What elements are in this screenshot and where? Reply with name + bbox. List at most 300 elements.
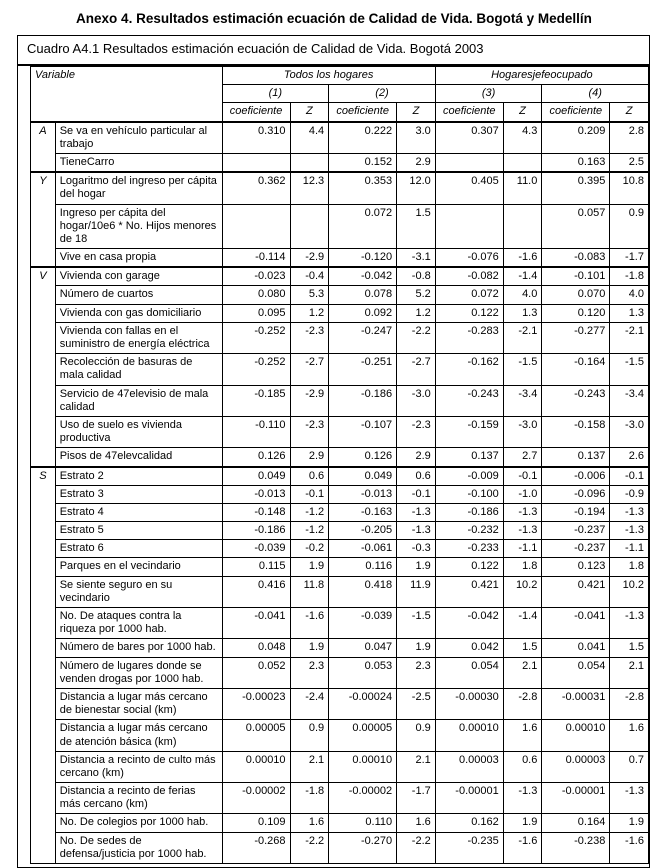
coef-cell: -0.158 (542, 416, 610, 447)
z-cell: 1.2 (290, 304, 329, 322)
table-row (31, 657, 649, 688)
coef-cell: -0.277 (542, 322, 610, 353)
coef-cell: -0.006 (542, 467, 610, 486)
z-cell: 2.1 (397, 751, 436, 782)
coef-cell: -0.041 (222, 608, 290, 639)
table-row (31, 783, 649, 814)
z-cell: -1.0 (503, 485, 542, 503)
coef-cell: -0.159 (435, 416, 503, 447)
coef-cell: 0.418 (329, 576, 397, 607)
variable-label: Estrato 5 (55, 522, 222, 540)
z-cell: -2.8 (610, 688, 649, 719)
variable-label: Se va en vehículo particular al trabajo (55, 122, 222, 154)
z-cell: 2.1 (610, 657, 649, 688)
coef-cell: 0.095 (222, 304, 290, 322)
z-cell: -0.8 (397, 267, 436, 286)
table-row (31, 322, 649, 353)
coef-cell: 0.048 (222, 639, 290, 657)
coef-cell: -0.039 (329, 608, 397, 639)
z-cell: -0.3 (397, 540, 436, 558)
coef-cell: -0.162 (435, 354, 503, 385)
z-cell: 11.8 (290, 576, 329, 607)
z-cell: 4.0 (503, 286, 542, 304)
table-row (31, 267, 649, 286)
coef-cell: 0.405 (435, 172, 503, 204)
z-cell: 10.8 (610, 172, 649, 204)
z-cell: -1.1 (503, 540, 542, 558)
coef-cell: 0.421 (542, 576, 610, 607)
variable-label: Número de lugares donde se venden drogas por 1000 hab. (55, 657, 222, 688)
z-cell: 1.6 (397, 814, 436, 832)
z-cell: -2.2 (397, 832, 436, 863)
coef-cell: -0.233 (435, 540, 503, 558)
coef-cell: -0.194 (542, 503, 610, 521)
coef-cell: -0.096 (542, 485, 610, 503)
coef-cell: 0.152 (329, 153, 397, 172)
coef-cell: -0.120 (329, 249, 397, 268)
coef-cell: 0.078 (329, 286, 397, 304)
model-header-2: (2) (329, 85, 436, 103)
coef-cell: -0.107 (329, 416, 397, 447)
z-cell: 0.6 (397, 467, 436, 486)
coef-cell: -0.00030 (435, 688, 503, 719)
variable-label: Servicio de 47elevisio de mala calidad (55, 385, 222, 416)
coef-cell: -0.252 (222, 354, 290, 385)
coef-cell: 0.137 (542, 448, 610, 467)
coef-cell: 0.054 (435, 657, 503, 688)
z-cell: -1.6 (503, 249, 542, 268)
coef-cell: 0.122 (435, 558, 503, 576)
table-row (31, 122, 649, 154)
variable-label: Vivienda con gas domiciliario (55, 304, 222, 322)
variable-label: Estrato 2 (55, 467, 222, 486)
z-cell: -1.6 (610, 832, 649, 863)
results-table (30, 66, 649, 864)
z-cell: -2.9 (290, 249, 329, 268)
table-row (31, 448, 649, 467)
z-cell (290, 204, 329, 249)
coef-cell: 0.00010 (222, 751, 290, 782)
coef-cell: -0.00001 (435, 783, 503, 814)
z-cell: -2.2 (397, 322, 436, 353)
z-cell: 1.9 (503, 814, 542, 832)
z-cell: -1.7 (397, 783, 436, 814)
group-letter: Y (31, 172, 56, 267)
z-cell: 2.5 (610, 153, 649, 172)
coef-cell: -0.061 (329, 540, 397, 558)
table-row (31, 751, 649, 782)
z-cell (503, 204, 542, 249)
z-cell: -1.2 (290, 503, 329, 521)
variable-label: Ingreso per cápita del hogar/10e6 * No. Hijos menores de 18 (55, 204, 222, 249)
z-cell: 12.0 (397, 172, 436, 204)
coef-cell: 0.137 (435, 448, 503, 467)
table-row (31, 814, 649, 832)
coef-cell: -0.110 (222, 416, 290, 447)
coef-cell: -0.00023 (222, 688, 290, 719)
coef-cell: 0.116 (329, 558, 397, 576)
coef-cell: 0.209 (542, 122, 610, 154)
z-cell: 1.3 (503, 304, 542, 322)
z-cell: 1.9 (610, 814, 649, 832)
variable-label: Distancia a recinto de culto más cercano (km) (55, 751, 222, 782)
coef-cell: 0.310 (222, 122, 290, 154)
z-cell: -1.3 (503, 783, 542, 814)
coef-cell: 0.222 (329, 122, 397, 154)
table-row (31, 385, 649, 416)
table-row (31, 467, 649, 486)
coef-cell: -0.205 (329, 522, 397, 540)
coef-cell: 0.047 (329, 639, 397, 657)
coef-cell: 0.072 (329, 204, 397, 249)
variable-label: Parques en el vecindario (55, 558, 222, 576)
z-header-2: Z (397, 103, 436, 122)
coef-cell: -0.076 (435, 249, 503, 268)
coef-cell: -0.00001 (542, 783, 610, 814)
variable-label: Pisos de 47elevcalidad (55, 448, 222, 467)
model-header-3: (3) (435, 85, 542, 103)
coef-cell: 0.00003 (435, 751, 503, 782)
z-cell: -1.1 (610, 540, 649, 558)
z-cell: -0.2 (290, 540, 329, 558)
coef-cell: 0.049 (222, 467, 290, 486)
variable-column-header: Variable (31, 67, 223, 122)
z-cell: -0.9 (610, 485, 649, 503)
coef-cell: 0.070 (542, 286, 610, 304)
variable-label: Logaritmo del ingreso per cápita del hogar (55, 172, 222, 204)
z-cell: -1.3 (397, 503, 436, 521)
coef-cell: -0.163 (329, 503, 397, 521)
z-cell: 1.6 (610, 720, 649, 751)
z-cell: 4.4 (290, 122, 329, 154)
coef-cell: 0.362 (222, 172, 290, 204)
z-cell: 0.7 (610, 751, 649, 782)
z-cell: 1.5 (503, 639, 542, 657)
coef-cell: 0.092 (329, 304, 397, 322)
table-row (31, 522, 649, 540)
z-cell: 1.8 (503, 558, 542, 576)
coef-cell: 0.053 (329, 657, 397, 688)
coef-cell: -0.252 (222, 322, 290, 353)
variable-label: Estrato 4 (55, 503, 222, 521)
z-cell: -1.3 (610, 608, 649, 639)
z-cell: 1.3 (610, 304, 649, 322)
coef-cell: -0.083 (542, 249, 610, 268)
z-cell: -3.0 (397, 385, 436, 416)
variable-label: Se siente seguro en su vecindario (55, 576, 222, 607)
z-cell: 4.0 (610, 286, 649, 304)
table-caption: Cuadro A4.1 Resultados estimación ecuación de Calidad de Vida. Bogotá 2003 (18, 36, 649, 66)
coef-cell: -0.00024 (329, 688, 397, 719)
coef-cell: -0.235 (435, 832, 503, 863)
coef-cell: 0.110 (329, 814, 397, 832)
variable-group-A (31, 122, 649, 173)
variable-group-S (31, 467, 649, 864)
variable-label: Estrato 3 (55, 485, 222, 503)
group-letter: A (31, 122, 56, 173)
table-row (31, 688, 649, 719)
z-cell: 1.2 (397, 304, 436, 322)
table-content (18, 66, 649, 867)
z-cell: 10.2 (610, 576, 649, 607)
coef-cell: -0.013 (329, 485, 397, 503)
variable-label: Recolección de basuras de mala calidad (55, 354, 222, 385)
coef-cell: -0.023 (222, 267, 290, 286)
page-title: Anexo 4. Resultados estimación ecuación de Calidad de Vida. Bogotá y Medellín (76, 11, 592, 26)
z-cell: -3.1 (397, 249, 436, 268)
z-header-3: Z (503, 103, 542, 122)
z-cell: -1.5 (610, 354, 649, 385)
coef-cell: 0.120 (542, 304, 610, 322)
coef-cell: -0.114 (222, 249, 290, 268)
z-cell: -1.5 (397, 608, 436, 639)
coef-cell: -0.270 (329, 832, 397, 863)
z-cell: 0.6 (290, 467, 329, 486)
z-cell: 2.3 (290, 657, 329, 688)
table-row (31, 639, 649, 657)
coef-cell (222, 153, 290, 172)
z-cell: 2.6 (610, 448, 649, 467)
variable-label: Vivienda con fallas en el suministro de energía eléctrica (55, 322, 222, 353)
z-cell: -0.1 (290, 485, 329, 503)
coef-cell: -0.186 (222, 522, 290, 540)
z-cell: 11.9 (397, 576, 436, 607)
z-cell: -1.8 (610, 267, 649, 286)
model-header-1: (1) (222, 85, 329, 103)
coef-cell: 0.041 (542, 639, 610, 657)
z-cell: 4.3 (503, 122, 542, 154)
variable-label: Vive en casa propia (55, 249, 222, 268)
z-cell: 2.9 (397, 153, 436, 172)
z-cell: 1.5 (397, 204, 436, 249)
table-row (31, 249, 649, 268)
z-cell: 10.2 (503, 576, 542, 607)
z-cell: -0.4 (290, 267, 329, 286)
z-cell: 5.2 (397, 286, 436, 304)
group-header-employed-head: Hogaresjefeocupado (435, 67, 648, 85)
coef-cell: 0.353 (329, 172, 397, 204)
z-cell: -1.6 (503, 832, 542, 863)
variable-label: Estrato 6 (55, 540, 222, 558)
coef-cell: 0.052 (222, 657, 290, 688)
coef-cell: -0.082 (435, 267, 503, 286)
z-header-4: Z (610, 103, 649, 122)
coef-cell: 0.123 (542, 558, 610, 576)
coef-cell: 0.122 (435, 304, 503, 322)
coef-cell: -0.00002 (222, 783, 290, 814)
z-cell: 0.9 (290, 720, 329, 751)
coef-cell (435, 204, 503, 249)
table-row (31, 576, 649, 607)
table-header (31, 67, 649, 122)
variable-label: Uso de suelo es vivienda productiva (55, 416, 222, 447)
z-cell: -3.0 (503, 416, 542, 447)
table-row (31, 503, 649, 521)
coef-cell: -0.268 (222, 832, 290, 863)
z-cell: -2.1 (503, 322, 542, 353)
z-cell: 1.8 (610, 558, 649, 576)
z-cell: 2.1 (290, 751, 329, 782)
table-row (31, 153, 649, 172)
z-cell: -2.7 (290, 354, 329, 385)
table-row (31, 540, 649, 558)
z-cell: -2.4 (290, 688, 329, 719)
coef-cell: -0.243 (542, 385, 610, 416)
z-cell: 1.5 (610, 639, 649, 657)
coef-header-3: coeficiente (435, 103, 503, 122)
z-cell: -1.3 (610, 783, 649, 814)
coef-cell: 0.00003 (542, 751, 610, 782)
coef-cell: 0.00010 (435, 720, 503, 751)
variable-label: Número de bares por 1000 hab. (55, 639, 222, 657)
coef-cell: -0.148 (222, 503, 290, 521)
coef-cell: -0.00002 (329, 783, 397, 814)
z-cell: 1.9 (290, 558, 329, 576)
z-cell: 11.0 (503, 172, 542, 204)
variable-label: No. De colegios por 1000 hab. (55, 814, 222, 832)
variable-label: TieneCarro (55, 153, 222, 172)
z-cell: -0.1 (397, 485, 436, 503)
z-cell: -1.3 (503, 503, 542, 521)
z-cell: -1.4 (503, 608, 542, 639)
variable-label: Distancia a lugar más cercano de bienestar social (km) (55, 688, 222, 719)
coef-cell: 0.307 (435, 122, 503, 154)
table-row (31, 720, 649, 751)
z-cell: -1.3 (503, 522, 542, 540)
z-cell: 2.3 (397, 657, 436, 688)
table-row (31, 608, 649, 639)
coef-cell: 0.00010 (542, 720, 610, 751)
coef-cell: -0.247 (329, 322, 397, 353)
z-cell: 1.6 (503, 720, 542, 751)
table-row (31, 304, 649, 322)
z-cell: 0.6 (503, 751, 542, 782)
z-cell: -2.2 (290, 832, 329, 863)
z-cell: -2.3 (397, 416, 436, 447)
z-cell: 1.9 (397, 558, 436, 576)
coef-cell: 0.421 (435, 576, 503, 607)
z-cell: -1.4 (503, 267, 542, 286)
z-cell: 2.9 (290, 448, 329, 467)
z-cell: -2.8 (503, 688, 542, 719)
z-cell: -2.7 (397, 354, 436, 385)
table-row (31, 832, 649, 863)
z-cell: 1.9 (290, 639, 329, 657)
coef-cell: -0.185 (222, 385, 290, 416)
z-cell: 2.1 (503, 657, 542, 688)
coef-cell: -0.243 (435, 385, 503, 416)
z-header-1: Z (290, 103, 329, 122)
z-cell: -0.1 (610, 467, 649, 486)
variable-label: Distancia a recinto de ferias más cercano (km) (55, 783, 222, 814)
variable-label: No. De sedes de defensa/justicia por 1000 hab. (55, 832, 222, 863)
coef-cell: 0.109 (222, 814, 290, 832)
coef-cell: 0.080 (222, 286, 290, 304)
z-cell: -3.4 (610, 385, 649, 416)
z-cell: -2.3 (290, 416, 329, 447)
group-letter: S (31, 467, 56, 864)
z-cell: -1.6 (290, 608, 329, 639)
table-row (31, 286, 649, 304)
z-cell: 0.9 (397, 720, 436, 751)
z-cell (503, 153, 542, 172)
coef-cell: -0.237 (542, 522, 610, 540)
coef-cell: -0.042 (435, 608, 503, 639)
coef-cell: -0.013 (222, 485, 290, 503)
z-cell: -2.5 (397, 688, 436, 719)
coef-cell: -0.186 (329, 385, 397, 416)
coef-cell: 0.057 (542, 204, 610, 249)
z-cell: 3.0 (397, 122, 436, 154)
z-cell: 1.6 (290, 814, 329, 832)
coef-header-1: coeficiente (222, 103, 290, 122)
coef-cell: 0.00010 (329, 751, 397, 782)
table-row (31, 354, 649, 385)
table-row (31, 204, 649, 249)
coef-cell (435, 153, 503, 172)
coef-cell: -0.042 (329, 267, 397, 286)
z-cell: -1.2 (290, 522, 329, 540)
z-cell: -1.7 (610, 249, 649, 268)
z-cell: -2.1 (610, 322, 649, 353)
table-row (31, 485, 649, 503)
z-cell: -3.0 (610, 416, 649, 447)
variable-label: No. De ataques contra la riqueza por 1000 hab. (55, 608, 222, 639)
table-row (31, 416, 649, 447)
group-header-all-households: Todos los hogares (222, 67, 435, 85)
z-cell: -3.4 (503, 385, 542, 416)
coef-cell: -0.039 (222, 540, 290, 558)
coef-cell: -0.100 (435, 485, 503, 503)
z-cell: -1.3 (610, 522, 649, 540)
variable-label: Distancia a lugar más cercano de atención básica (km) (55, 720, 222, 751)
coef-cell: 0.00005 (222, 720, 290, 751)
variable-label: Vivienda con garage (55, 267, 222, 286)
coef-cell: -0.041 (542, 608, 610, 639)
header-row-groups (31, 67, 649, 85)
group-letter: V (31, 267, 56, 466)
coef-cell: -0.164 (542, 354, 610, 385)
coef-cell: -0.009 (435, 467, 503, 486)
model-header-4: (4) (542, 85, 649, 103)
z-cell: -0.1 (503, 467, 542, 486)
table-row (31, 172, 649, 204)
coef-header-4: coeficiente (542, 103, 610, 122)
z-cell: 5.3 (290, 286, 329, 304)
variable-group-V (31, 267, 649, 466)
z-cell: -1.3 (610, 503, 649, 521)
coef-cell: -0.101 (542, 267, 610, 286)
coef-cell: 0.072 (435, 286, 503, 304)
coef-cell: 0.115 (222, 558, 290, 576)
coef-cell: 0.049 (329, 467, 397, 486)
coef-cell: -0.237 (542, 540, 610, 558)
variable-group-Y (31, 172, 649, 267)
coef-cell (222, 204, 290, 249)
z-cell: -2.3 (290, 322, 329, 353)
z-cell: 2.8 (610, 122, 649, 154)
coef-cell: -0.238 (542, 832, 610, 863)
variable-label: Número de cuartos (55, 286, 222, 304)
coef-cell: -0.251 (329, 354, 397, 385)
coef-cell: 0.126 (222, 448, 290, 467)
z-cell: -1.3 (397, 522, 436, 540)
z-cell: 12.3 (290, 172, 329, 204)
coef-cell: 0.042 (435, 639, 503, 657)
coef-cell: -0.00031 (542, 688, 610, 719)
z-cell: 1.9 (397, 639, 436, 657)
coef-cell: -0.232 (435, 522, 503, 540)
